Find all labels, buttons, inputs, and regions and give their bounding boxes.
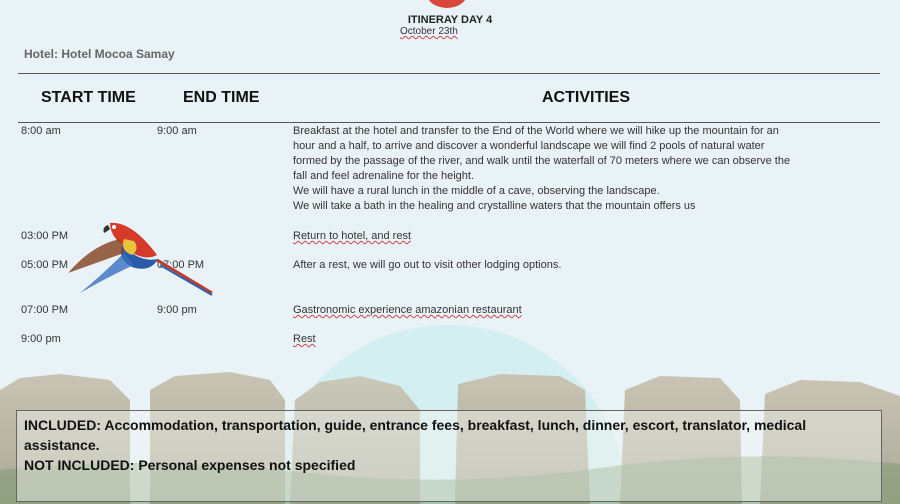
page-title: ITINERAY DAY 4 xyxy=(407,14,493,26)
row-5-start-time: 9:00 pm xyxy=(21,333,61,345)
row-1-end-time: 9:00 am xyxy=(157,125,197,137)
column-header-end-time: END TIME xyxy=(183,89,260,106)
included-text-continued: assistance. xyxy=(24,437,100,453)
row-1-start-time: 8:00 am xyxy=(21,125,61,137)
row-2-start-time: 03:00 PM xyxy=(21,230,69,242)
date-subtitle: October 23th xyxy=(400,26,458,37)
row-4-start-time: 07:00 PM xyxy=(21,304,69,316)
row-4-activity: Gastronomic experience amazonian restaurant xyxy=(293,304,522,316)
activity-line: hour and a half, to arrive and discover a wonderful landscape we will find 2 pools of natural water xyxy=(293,140,765,152)
row-4-end-time: 9:00 pm xyxy=(157,304,197,316)
activity-line: We will take a bath in the healing and crystalline waters that the mountain offers us xyxy=(293,200,696,212)
activity-line: fall and feel adrenaline for the height. xyxy=(293,170,475,182)
row-3-activity: After a rest, we will go out to visit other lodging options. xyxy=(293,259,562,271)
row-1-activity xyxy=(293,124,873,214)
row-2-activity: Return to hotel, and rest xyxy=(293,230,412,242)
row-3-start-time: 05:00 PM xyxy=(21,259,69,271)
activity-line: Breakfast at the hotel and transfer to the End of the World where we will hike up the mountain for an xyxy=(293,125,779,137)
row-3-end-time: 07:00 PM xyxy=(157,259,205,271)
row-5-activity: Rest xyxy=(293,333,316,345)
column-header-start-time: START TIME xyxy=(41,89,136,106)
included-info-box xyxy=(16,410,882,502)
parrot-icon xyxy=(62,215,222,300)
activity-line: formed by the passage of the river, and walk until the waterfall of 70 meters where we can observe the xyxy=(293,155,791,167)
column-header-activities: ACTIVITIES xyxy=(542,89,631,106)
not-included-text: NOT INCLUDED: Personal expenses not specified xyxy=(24,457,356,473)
activity-line: We will have a rural lunch in the middle of a cave, observing the landscape. xyxy=(293,185,660,197)
included-text: INCLUDED: Accommodation, transportation, guide, entrance fees, breakfast, lunch, dinner, escort, translator, medical xyxy=(24,417,807,433)
decorative-dot xyxy=(427,0,467,8)
table-header-divider xyxy=(18,122,880,123)
header-divider xyxy=(18,73,880,74)
hotel-name: Hotel: Hotel Mocoa Samay xyxy=(24,47,175,61)
